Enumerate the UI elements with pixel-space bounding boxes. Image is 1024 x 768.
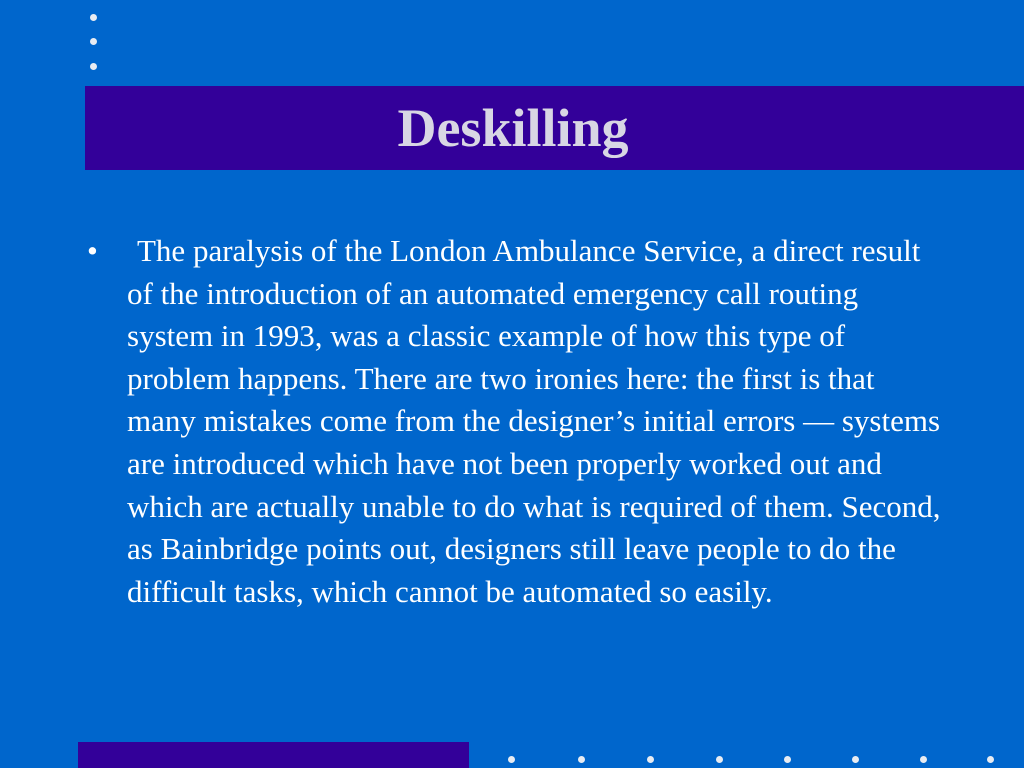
bullet-item bbox=[87, 230, 947, 613]
footer-bar bbox=[78, 742, 469, 768]
decorative-dot bbox=[90, 63, 97, 70]
title-bar bbox=[85, 86, 1024, 170]
bullet-text: The paralysis of the London Ambulance Service, a direct result of the introduction of an automated emergency call routing system in 1993, was a classic example of how this type of problem happens. There are two ironies here: the first is that many mistakes come from the designer’s initial errors — systems are introduced which have not been properly worked out and which are actually unable to do what is required of them. Second, as Bainbridge points out, designers still leave people to do the difficult tasks, which cannot be automated so easily. bbox=[127, 233, 941, 609]
decorative-dot bbox=[508, 756, 515, 763]
decorative-dot bbox=[716, 756, 723, 763]
decorative-dot bbox=[987, 756, 994, 763]
decorative-dot bbox=[852, 756, 859, 763]
decorative-dot bbox=[90, 14, 97, 21]
decorative-dot bbox=[578, 756, 585, 763]
decorative-dot bbox=[647, 756, 654, 763]
decorative-dot bbox=[784, 756, 791, 763]
decorative-dot bbox=[920, 756, 927, 763]
slide-title: Deskilling bbox=[397, 98, 629, 158]
bullet-marker: • bbox=[87, 233, 98, 268]
slide-body bbox=[87, 230, 947, 613]
decorative-dot bbox=[90, 38, 97, 45]
